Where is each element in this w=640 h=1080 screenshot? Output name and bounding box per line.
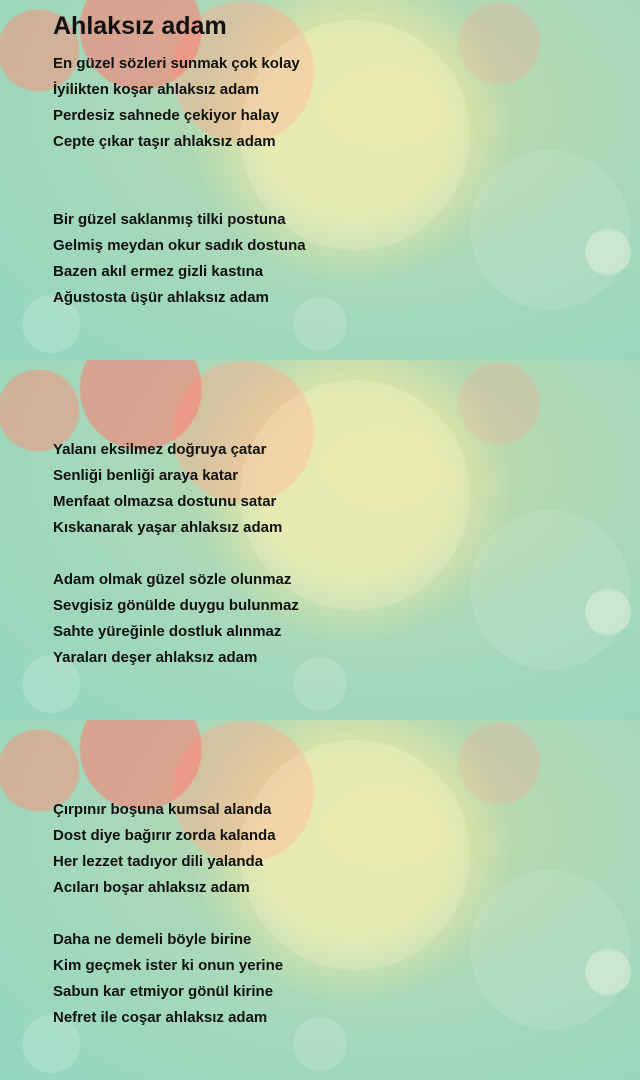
poem-line: Yaraları deşer ahlaksız adam (53, 649, 258, 666)
poem-line: Adam olmak güzel sözle olunmaz (53, 571, 292, 588)
poem-line: Acıları boşar ahlaksız adam (53, 879, 250, 896)
poem-line: Ağustosta üşür ahlaksız adam (53, 289, 269, 306)
stanza-1 (53, 51, 300, 155)
stanza-2 (53, 207, 306, 311)
stanza-4 (53, 567, 299, 671)
poem-line: Gelmiş meydan okur sadık dostuna (53, 237, 306, 254)
poem-line: Bazen akıl ermez gizli kastına (53, 263, 264, 280)
poem-line: Her lezzet tadıyor dili yalanda (53, 853, 264, 870)
stanza-6 (53, 927, 283, 1031)
poem-line: Perdesiz sahnede çekiyor halay (53, 107, 279, 124)
poem-panel-1 (0, 0, 640, 360)
poem-line: Senliği benliği araya katar (53, 467, 239, 484)
poem-panel-3 (0, 720, 640, 1080)
poem-line: Menfaat olmazsa dostunu satar (53, 493, 277, 510)
stanza-5 (53, 797, 276, 901)
poem-line: Cepte çıkar taşır ahlaksız adam (53, 133, 276, 150)
stanza-3 (53, 437, 282, 541)
poem-line: Kıskanarak yaşar ahlaksız adam (53, 519, 283, 536)
poem-line: Daha ne demeli böyle birine (53, 931, 252, 948)
poem-line: Dost diye bağırır zorda kalanda (53, 827, 276, 844)
poem-line: Sabun kar etmiyor gönül kirine (53, 983, 274, 1000)
poem-line: Sahte yüreğinle dostluk alınmaz (53, 623, 282, 640)
poem-line: İyilikten koşar ahlaksız adam (53, 81, 259, 98)
poem-panel-2 (0, 360, 640, 720)
poem-line: Yalanı eksilmez doğruya çatar (53, 441, 267, 458)
poem-line: En güzel sözleri sunmak çok kolay (53, 55, 300, 72)
poem-title: Ahlaksız adam (53, 12, 227, 40)
poem-line: Nefret ile coşar ahlaksız adam (53, 1009, 268, 1026)
poem-line: Çırpınır boşuna kumsal alanda (53, 801, 272, 818)
poem-line: Sevgisiz gönülde duygu bulunmaz (53, 597, 299, 614)
poem-line: Bir güzel saklanmış tilki postuna (53, 211, 286, 228)
poem-line: Kim geçmek ister ki onun yerine (53, 957, 284, 974)
